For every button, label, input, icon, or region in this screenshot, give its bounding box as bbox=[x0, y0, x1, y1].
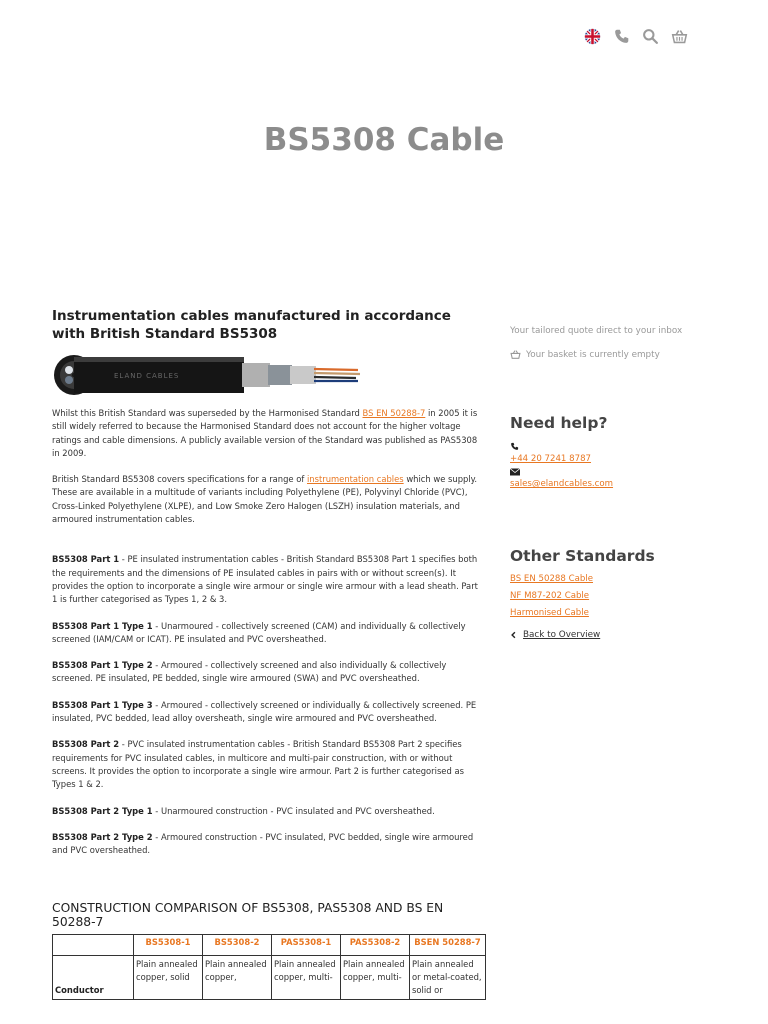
part-text: - Unarmoured construction - PVC insulated and PVC oversheathed. bbox=[152, 805, 435, 816]
section-heading: Instrumentation cables manufactured in accordance with British Standard BS5308 bbox=[52, 308, 451, 342]
other-standards-heading: Other Standards bbox=[510, 547, 655, 565]
part-label: BS5308 Part 2 Type 2 bbox=[52, 831, 153, 842]
instrumentation-cables-link[interactable]: instrumentation cables bbox=[306, 474, 404, 485]
other-standards bbox=[510, 547, 710, 640]
part-text: - Armoured - collectively screened or individually & collectively screened. PE insulated, PVC bedded, lead alloy oversheath, single wire armoured and PVC oversheathed. bbox=[52, 699, 477, 724]
column-header: BS5308-2 bbox=[203, 935, 272, 956]
part-label: BS5308 Part 2 Type 1 bbox=[52, 805, 153, 816]
bs-en-50288-7-link[interactable]: BS EN 50288-7 bbox=[362, 408, 426, 418]
part-text: - Unarmoured - collectively screened (CAM) and individually & collectively screened (IAM/CAM or ICAT). PE insulated and PVC oversheathed. bbox=[52, 620, 466, 644]
row-header: Conductor bbox=[53, 956, 134, 1000]
part-text: - PE insulated instrumentation cables - British Standard BS5308 Part 1 specifies both the requirements and the dimensions of PE insulated cables in pairs with or without screen(s). It provides the option to incorporate a single wire armour or single wire armour with a lead sheath. Part 1 is further categorised as Types 1, 2 & 3. bbox=[52, 554, 478, 605]
quote-notice bbox=[510, 326, 710, 336]
part-2-paragraph bbox=[52, 738, 484, 791]
phone-link[interactable]: +44 20 7241 8787 bbox=[510, 454, 592, 464]
header-icons bbox=[584, 28, 700, 45]
cable-print: ELAND CABLES bbox=[114, 372, 180, 380]
basket-text: Your basket is currently empty bbox=[526, 349, 660, 360]
intro-paragraph-1 bbox=[52, 407, 484, 460]
column-header: BSEN 50288-7 bbox=[410, 935, 486, 956]
standard-link-nf-m87-202[interactable]: NF M87-202 Cable bbox=[510, 591, 590, 601]
help-section bbox=[510, 414, 710, 489]
part-1-type-1-paragraph bbox=[52, 620, 484, 647]
cable-image bbox=[52, 353, 364, 397]
part-1-type-3-paragraph bbox=[52, 699, 484, 726]
part-label: BS5308 Part 1 Type 1 bbox=[52, 620, 153, 631]
column-header bbox=[53, 935, 134, 956]
part-label: BS5308 Part 1 bbox=[52, 554, 120, 565]
intro-paragraph-2 bbox=[52, 473, 484, 526]
phone-icon bbox=[510, 442, 519, 451]
part-2-type-1-paragraph bbox=[52, 805, 484, 818]
standard-link-bs-en-50288[interactable]: BS EN 50288 Cable bbox=[510, 574, 593, 584]
table-cell: Plain annealed copper, multi- bbox=[341, 956, 410, 1000]
part-text: - Armoured construction - PVC insulated, PVC bedded, single wire armoured and PVC oversheathed. bbox=[52, 831, 474, 856]
standard-link-harmonised[interactable]: Harmonised Cable bbox=[510, 608, 589, 618]
email-link[interactable]: sales@elandcables.com bbox=[510, 479, 614, 489]
quote-text: Your tailored quote direct to your inbox bbox=[510, 326, 683, 336]
table-cell: Plain annealed copper, multi- bbox=[272, 956, 341, 1000]
search-icon[interactable] bbox=[642, 28, 659, 45]
intro2-text-b: which we supply. These are available in a multitude of variants including Polyethylene (PE), Polyvinyl Chloride (PVC), Cross-Linked Polyethylene (XLPE), and Low Smoke Zero Halogen (LSZH) insulation materials, and armoured instrumentation cables. bbox=[52, 474, 478, 525]
page-title: BS5308 Cable bbox=[263, 122, 505, 158]
back-to-overview[interactable] bbox=[510, 630, 710, 640]
envelope-icon bbox=[510, 468, 520, 476]
chevron-left-icon bbox=[510, 631, 517, 639]
part-text: - Armoured - collectively screened and also individually & collectively screened. PE insulated, PE bedded, single wire armoured (SWA) and PVC oversheathed. bbox=[52, 660, 447, 684]
part-label: BS5308 Part 1 Type 2 bbox=[52, 660, 153, 671]
intro1-text-b: in 2005 it is still widely referred to because the Harmonised Standard does not account for the higher voltage ratings and cable dimensions. A publicly available version of the Standard was published as PAS5308 in 2009. bbox=[52, 408, 478, 458]
table-cell: Plain annealed copper, bbox=[203, 956, 272, 1000]
help-heading: Need help? bbox=[510, 414, 608, 432]
part-text: - PVC insulated instrumentation cables - British Standard BS5308 Part 2 specifies requirements for PVC insulated cables, in multicore and multi-pair construction, with or without screens. It provides the option to incorporate a single wire armour. Part 2 is further categorised as Types 1 & 2. bbox=[52, 739, 464, 790]
part-label: BS5308 Part 1 Type 3 bbox=[52, 699, 153, 710]
part-label: BS5308 Part 2 bbox=[52, 739, 120, 750]
table-header-row bbox=[53, 935, 486, 956]
uk-flag-icon[interactable] bbox=[584, 28, 601, 45]
comparison-title: CONSTRUCTION COMPARISON OF BS5308, PAS5308 AND BS EN 50288-7 bbox=[52, 901, 444, 930]
column-header: PAS5308-2 bbox=[341, 935, 410, 956]
table-cell: Plain annealed or metal-coated, solid or bbox=[410, 956, 486, 1000]
basket-icon[interactable] bbox=[671, 28, 688, 45]
part-1-type-2-paragraph bbox=[52, 659, 484, 686]
column-header: BS5308-1 bbox=[134, 935, 203, 956]
intro1-text-a: Whilst this British Standard was superseded by the Harmonised Standard bbox=[52, 408, 363, 418]
table-row bbox=[53, 956, 486, 1000]
main-content bbox=[52, 307, 484, 1000]
basket-small-icon bbox=[510, 349, 521, 360]
part-1-paragraph bbox=[52, 553, 484, 606]
column-header: PAS5308-1 bbox=[272, 935, 341, 956]
part-2-type-2-paragraph bbox=[52, 831, 484, 858]
table-cell: Plain annealed copper, solid bbox=[134, 956, 203, 1000]
basket-status bbox=[510, 349, 710, 360]
back-to-overview-link[interactable]: Back to Overview bbox=[523, 630, 601, 640]
intro2-text-a: British Standard BS5308 covers specifications for a range of bbox=[52, 474, 307, 485]
comparison-table bbox=[52, 934, 486, 1000]
phone-icon[interactable] bbox=[613, 28, 630, 45]
